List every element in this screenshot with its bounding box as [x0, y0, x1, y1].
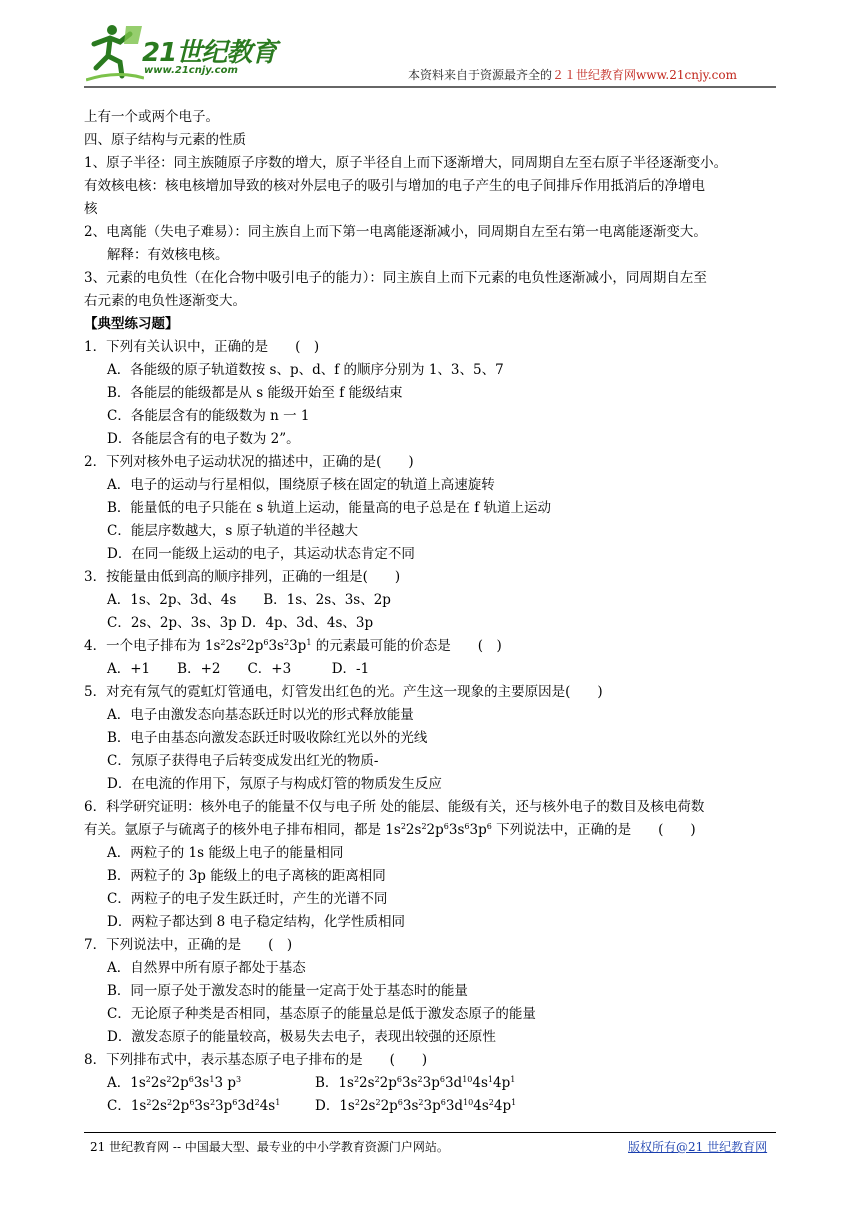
option: C．两粒子的电子发生跃迁时，产生的光谱不同: [107, 891, 388, 907]
option: B．电子由基态向激发态跃迁时吸收除红光以外的光线: [107, 730, 428, 746]
option-row: A．$1s^22s^22p^63s^13$ $p^3$ B．$1s^22s^22p^63s^23p^63d^{10}4s^14p^1$: [107, 1075, 516, 1091]
option: B．各能层的能级都是从 s 能级开始至 f 能级结束: [107, 385, 403, 401]
option: C．能层序数越大，s 原子轨道的半径越大: [107, 523, 359, 539]
logo-url: www.21cnjy.com: [144, 65, 238, 76]
question-5: 5．对充有氖气的霓虹灯管通电，灯管发出红色的光。产生这一现象的主要原因是( ): [84, 684, 603, 700]
question-7: 7．下列说法中，正确的是 ( ): [84, 937, 293, 953]
option: A．电子由激发态向基态跃迁时以光的形式释放能量: [107, 707, 414, 723]
question-2: 2．下列对核外电子运动状况的描述中，正确的是( ): [84, 454, 414, 470]
question-3: 3．按能量由低到高的顺序排列，正确的一组是( ): [84, 569, 401, 585]
text-line: 3、元素的电负性（在化合物中吸引电子的能力）：同主族自上而下元素的电负性逐渐减小，同周期自左至: [84, 270, 707, 286]
footer-divider: [84, 1132, 776, 1133]
option: D．在电流的作用下，氖原子与构成灯管的物质发生反应: [107, 776, 442, 792]
option: A．电子的运动与行星相似，围绕原子核在固定的轨道上高速旋转: [107, 477, 495, 493]
logo-title: 21世纪教育: [142, 38, 277, 68]
header-divider: [84, 86, 776, 88]
header-note-text: 本资料来自于资源最齐全的: [408, 68, 553, 82]
question-1: 1．下列有关认识中，正确的是 ( ): [84, 339, 320, 355]
footer-copyright-link[interactable]: 版权所有@21 世纪教育网: [628, 1140, 768, 1154]
option: A．各能级的原子轨道数按 s、p、d、f 的顺序分别为 1、3、5、7: [107, 362, 504, 378]
header-note-site: ２１世纪教育网: [552, 68, 637, 82]
option: C．氖原子获得电子后转变成发出红光的物质-: [107, 753, 379, 769]
text-line: 1、原子半径：同主族随原子序数的增大，原子半径自上而下逐渐增大，同周期自左至右原子半径逐渐变小。: [84, 155, 728, 171]
header-note: [408, 66, 737, 83]
option: B．同一原子处于激发态时的能量一定高于处于基态时的能量: [107, 983, 468, 999]
question-8: 8．下列排布式中，表示基态原子电子排布的是 ( ): [84, 1052, 428, 1068]
option: B．两粒子的 3p 能级上的电子离核的距离相同: [107, 868, 386, 884]
option: D．激发态原子的能量较高，极易失去电子，表现出较强的还原性: [107, 1029, 496, 1045]
text-line: 上有一个或两个电子。: [84, 109, 219, 125]
exercise-heading: 【典型练习题】: [84, 316, 179, 332]
page-header: [0, 0, 860, 100]
text-line: 解释：有效核电核。: [107, 247, 229, 263]
option: A．1s、2p、3d、4s B．1s、2s、3s、2p: [107, 592, 391, 608]
text-line: 右元素的电负性逐渐变大。: [84, 293, 246, 309]
option: A．两粒子的 1s 能级上电子的能量相同: [107, 845, 344, 861]
option: D．各能层含有的电子数为 2”。: [107, 431, 300, 447]
option: C．各能层含有的能级数为 n 一 1: [107, 408, 310, 424]
site-logo[interactable]: [86, 22, 286, 86]
option: D．两粒子都达到 8 电子稳定结构，化学性质相同: [107, 914, 405, 930]
question-6-cont: 有关。氩原子与硫离子的核外电子排布相同，都是 $1s^22s^22p^63s^63p^6$ 下列说法中，正确的是 ( ): [84, 822, 696, 838]
option: C．2s、2p、3s、3p D．4p、3d、4s、3p: [107, 615, 374, 631]
section-heading: 四、原子结构与元素的性质: [84, 132, 246, 148]
question-6: 6．科学研究证明：核外电子的能量不仅与电子所 处的能层、能级有关，还与核外电子的数目及核电荷数: [84, 799, 705, 815]
header-note-url[interactable]: www.21cnjy.com: [636, 68, 737, 82]
option: D．在同一能级上运动的电子，其运动状态肯定不同: [107, 546, 415, 562]
text-line: 2、电离能（失电子难易）：同主族自上而下第一电离能逐渐减小，同周期自左至右第一电离能逐渐变大。: [84, 224, 707, 240]
option: A．+1 B．+2 C．+3 D．-1: [107, 661, 370, 677]
question-4: 4．一个电子排布为 $1s^22s^22p^63s^23p^1$ 的元素最可能的价态是 ( ): [84, 638, 502, 654]
document-body: [84, 106, 784, 1118]
option: C．无论原子种类是否相同，基态原子的能量总是低于激发态原子的能量: [107, 1006, 536, 1022]
option-row: C．$1s^22s^22p^63s^23p^63d^24s^1$ D．$1s^22s^22p^63s^23p^63d^{10}4s^24p^1$: [107, 1098, 517, 1114]
text-line: 有效核电核：核电核增加导致的核对外层电子的吸引与增加的电子产生的电子间排斥作用抵消后的净增电: [84, 178, 705, 194]
text-line: 核: [84, 201, 98, 217]
option: B．能量低的电子只能在 s 轨道上运动，能量高的电子总是在 f 轨道上运动: [107, 500, 552, 516]
option: A．自然界中所有原子都处于基态: [107, 960, 306, 976]
footer-text: 21 世纪教育网 -- 中国最大型、最专业的中小学教育资源门户网站。: [90, 1140, 449, 1154]
runner-logo-icon: [86, 22, 144, 82]
